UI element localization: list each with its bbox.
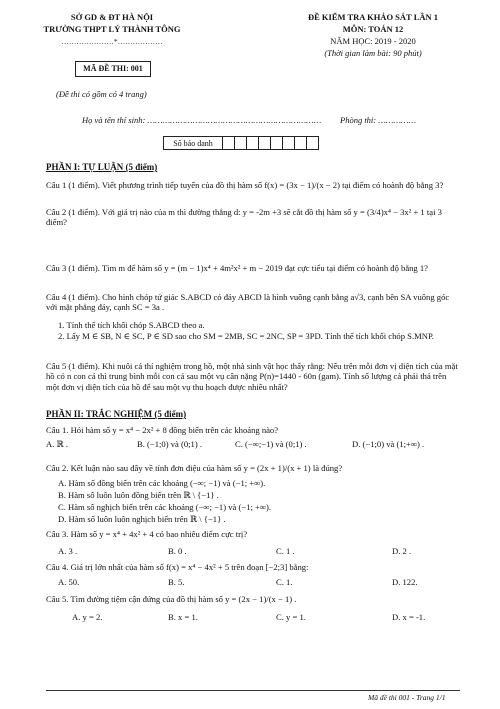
digit-cell — [259, 136, 271, 150]
exam-room-field: Phòng thi: …………… — [340, 115, 417, 125]
header-separator: …………………*……………… — [61, 37, 163, 46]
mc-q5-option-c: C. y = 1. — [276, 612, 306, 622]
pages-note: (Đề thi có gồm có 4 trang) — [56, 89, 147, 99]
mc-q1-option-d: D. (−1;0) và (1;+∞) . — [352, 439, 425, 449]
candidate-number-box — [163, 136, 319, 150]
dept-name: SỞ GD & ĐT HÀ NỘI — [70, 12, 154, 22]
mc-q1-option-a: A. ℝ . — [46, 439, 68, 449]
part1-title: PHẦN I: TỰ LUẬN (5 điểm) — [46, 162, 158, 172]
digit-cell — [295, 136, 307, 150]
mc-q5-option-d: D. x = -1. — [392, 612, 426, 622]
mc-q5-option-a: A. y = 2. — [72, 612, 103, 622]
digit-cell — [247, 136, 259, 150]
mc-q3-option-c: C. 1 . — [276, 546, 295, 556]
digit-cell — [223, 136, 235, 150]
digit-cell — [271, 136, 283, 150]
digit-cell — [307, 136, 319, 150]
mc-q2-option-a: A. Hàm số đồng biến trên các khoảng (−∞; −1) và (−1; +∞). — [58, 478, 266, 488]
mc-q1-option-c: C. (−∞;−1) và (0;1) . — [235, 439, 307, 449]
essay-question-1: Câu 1 (1 điểm). Viết phương trình tiếp tuyến của đồ thị hàm số f(x) = (3x − 1)/(x − 2) tại điểm có hoành độ bằng 3? — [46, 180, 444, 190]
school-name: TRƯỜNG THPT LÝ THÀNH TÔNG — [43, 24, 181, 34]
subject: MÔN: TOÁN 12 — [342, 24, 404, 34]
time-limit: (Thời gian làm bài: 90 phút) — [324, 48, 422, 58]
mc-q4-option-d: D. 122. — [392, 577, 418, 587]
candidate-name-field: Họ và tên thí sinh: …………………………………………………………… — [82, 115, 322, 125]
essay-question-4-part2: 2. Lấy M ∈ SB, N ∈ SC, P ∈ SD sao cho SM = 2MB, SC = 2NC, SP = 3PD. Tính thể tích khối chóp S.MNP. — [58, 331, 434, 341]
mc-q2-option-b: B. Hàm số luôn luôn đồng biến trên ℝ \ {−1} . — [58, 490, 219, 500]
mc-q1-option-b: B. (−1;0) và (0;1) . — [137, 439, 202, 449]
mc-q3-option-d: D. 2 . — [392, 546, 412, 556]
mc-q4-option-b: B. 5. — [168, 577, 185, 587]
digit-cell — [235, 136, 247, 150]
mc-question-2: Câu 2. Kết luận nào sau đây về tính đơn điệu của hàm số y = (2x + 1)/(x + 1) là đúng? — [46, 463, 343, 473]
essay-question-2: Câu 2 (1 điểm). Với giá trị nào của m thì đường thẳng d: y = -2m +3 sẽ cắt đồ thị hàm số y = (3/4)x⁴ − 3x² + 1 tại 3 điểm? — [46, 207, 442, 228]
mc-q5-option-b: B. x = 1. — [168, 612, 198, 622]
footer-rule — [46, 690, 460, 691]
mc-question-1: Câu 1. Hỏi hàm số y = x⁴ − 2x² + 8 đồng biến trên các khoảng nào? — [46, 425, 279, 435]
essay-question-4: Câu 4 (1 điểm). Cho hình chóp tứ giác S.ABCD có đáy ABCD là hình vuông cạnh bằng a√3, cạnh bên SA vuông góc với mặt phẳng đáy, cạnh SC = 3a . — [46, 292, 450, 313]
mc-question-3: Câu 3. Hàm số y = x⁴ + 4x² + 4 có bao nhiêu điểm cực trị? — [46, 529, 248, 539]
digit-cell — [283, 136, 295, 150]
mc-q3-option-a: A. 3 . — [58, 546, 78, 556]
page-footer: Mã đề thi 001 - Trang 1/1 — [368, 693, 446, 702]
essay-question-3: Câu 3 (1 điểm). Tìm m để hàm số y = (m − 1)x⁴ + 4m²x² + m − 2019 đạt cực tiểu tại điểm có hoành độ bằng 1? — [46, 263, 428, 273]
mc-question-4: Câu 4. Giá trị lớn nhất của hàm số f(x) = x⁴ − 4x² + 5 trên đoạn [−2;3] bằng: — [46, 562, 309, 572]
mc-q2-option-c: C. Hàm số nghịch biến trên các khoảng (−∞; −1) và (−1; +∞). — [58, 502, 272, 512]
mc-q3-option-b: B. 0 . — [168, 546, 187, 556]
mc-q2-option-d: D. Hàm số luôn luôn nghịch biến trên ℝ \ {−1} . — [58, 514, 226, 524]
part2-title: PHẦN II: TRẮC NGHIỆM (5 điểm) — [46, 409, 187, 419]
mc-q4-option-c: C. 1. — [276, 577, 293, 587]
essay-question-4-part1: 1. Tính thể tích khối chóp S.ABCD theo a. — [58, 320, 205, 330]
mc-question-5: Câu 5. Tìm đường tiệm cận đứng của đồ thị hàm số y = (2x − 1)/(x − 1) . — [46, 594, 297, 604]
exam-code-box: MÃ ĐỀ THI: 001 — [75, 61, 151, 77]
candidate-number-label: Số báo danh — [163, 136, 223, 150]
school-year: NĂM HỌC: 2019 - 2020 — [330, 36, 416, 46]
mc-q4-option-a: A. 50. — [58, 577, 80, 587]
essay-question-5: Câu 5 (1 điểm). Khi nuôi cá thí nghiệm trong hồ, một nhà sinh vật học thấy rằng: Nếu trên mỗi đơn vị diện tích của mặt hồ có n con cá thì trung bình mỗi con cá sau một vụ cân nặng P(n)=1440 - 60n (gam). Tính số lượng cá phải thả trên một đơn vị diện tích của hồ để sau một vụ thu hoạch được nhiều nhất? — [46, 361, 458, 392]
exam-title: ĐỀ KIỂM TRA KHẢO SÁT LẦN 1 — [307, 12, 439, 22]
